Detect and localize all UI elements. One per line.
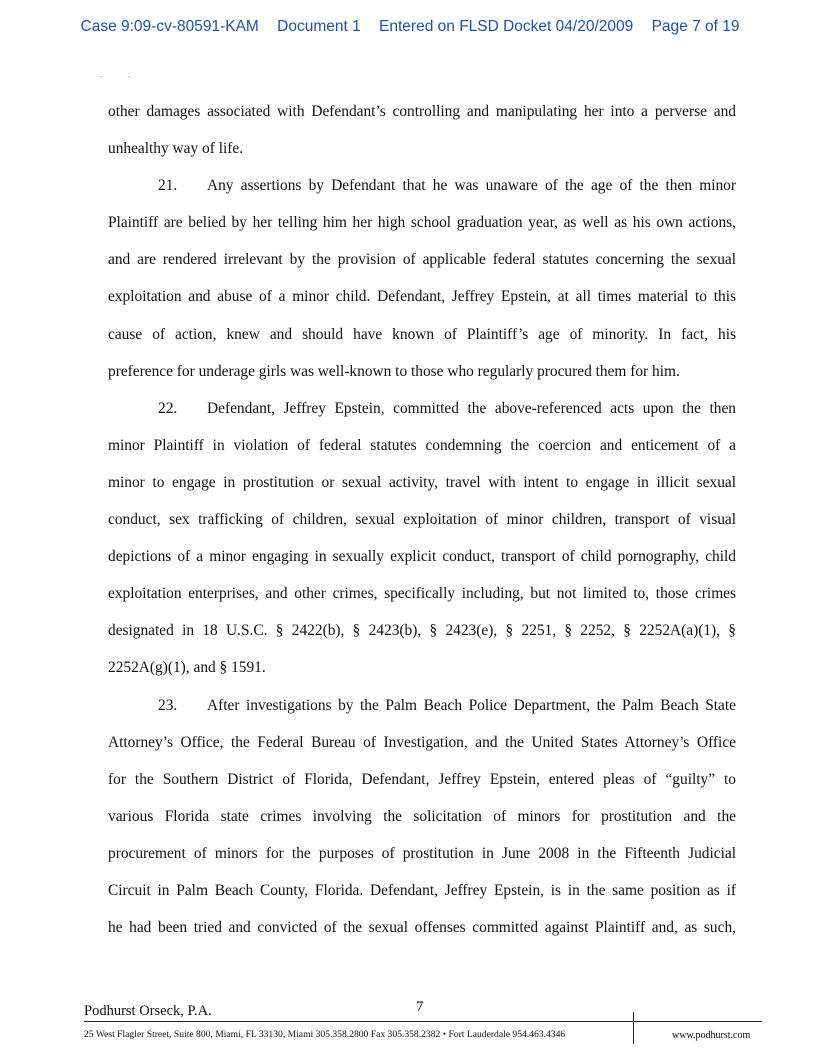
case-number: Case 9:09-cv-80591-KAM <box>80 18 259 35</box>
line-text: various Florida state crimes involving the solicitation of minors for prostitution and the <box>108 807 736 825</box>
body-text <box>108 93 736 946</box>
body-line <box>108 241 736 278</box>
footer-vertical-divider <box>633 1012 634 1044</box>
line-text: Defendant, Jeffrey Epstein, committed the above-referenced acts upon the then <box>207 399 736 417</box>
line-text: procurement of minors for the purposes of prostitution in June 2008 in the Fifteenth Judicial <box>108 844 736 862</box>
line-text: and are rendered irrelevant by the provision of applicable federal statutes concerning the sexual <box>108 251 736 269</box>
body-line <box>108 538 736 575</box>
page-number: 7 <box>416 999 424 1015</box>
firm-name: Podhurst Orseck, P.A. <box>84 1003 212 1019</box>
body-line <box>108 612 736 649</box>
body-line <box>108 316 736 353</box>
line-text: cause of action, knew and should have known of Plaintiff’s age of minority. In fact, his <box>108 325 736 343</box>
paragraph-number: 23. <box>158 696 178 714</box>
body-line <box>108 835 736 872</box>
line-text: exploitation and abuse of a minor child. Defendant, Jeffrey Epstein, at all times material to this <box>108 288 736 306</box>
body-line <box>108 278 736 315</box>
body-line <box>108 649 736 686</box>
document-number: Document 1 <box>277 18 361 35</box>
line-text: Circuit in Palm Beach County, Florida. Defendant, Jeffrey Epstein, is in the same position as if <box>108 881 736 899</box>
body-line <box>108 464 736 501</box>
body-line <box>108 798 736 835</box>
line-text: minor to engage in prostitution or sexual activity, travel with intent to engage in illicit sexual <box>108 473 736 491</box>
body-line <box>108 724 736 761</box>
body-line <box>108 130 736 167</box>
firm-address: 25 West Flagler Street, Suite 800, Miami, FL 33130, Miami 305.358.2800 Fax 305.358.2382 • Fort Lauderdale 954.463.4346 <box>84 1029 566 1040</box>
line-text: Any assertions by Defendant that he was unaware of the age of the then minor <box>207 177 736 195</box>
body-line <box>108 909 736 946</box>
line-text: 2252A(g)(1), and § 1591. <box>108 659 266 677</box>
paragraph-number: 22. <box>158 399 178 417</box>
body-line <box>108 872 736 909</box>
line-text: Attorney’s Office, the Federal Bureau of Investigation, and the United States Attorney’s Office <box>108 733 736 751</box>
paragraph-start-line <box>108 390 736 427</box>
body-line <box>108 353 736 390</box>
line-text: he had been tried and convicted of the sexual offenses committed against Plaintiff and, as such, <box>108 919 736 937</box>
firm-website: www.podhurst.com <box>672 1030 751 1041</box>
line-text: other damages associated with Defendant’s controlling and manipulating her into a perverse and <box>108 103 736 120</box>
line-text: designated in 18 U.S.C. § 2422(b), § 2423(b), § 2423(e), § 2251, § 2252, § 2252A(a)(1), § <box>108 622 736 640</box>
docket-header <box>0 18 820 36</box>
line-text: depictions of a minor engaging in sexually explicit conduct, transport of child pornography, child <box>108 548 736 566</box>
docket-entry-date: Entered on FLSD Docket 04/20/2009 <box>379 18 634 35</box>
line-text: preference for underage girls was well-known to those who regularly procured them for him. <box>108 362 680 380</box>
body-line <box>108 761 736 798</box>
line-text: After investigations by the Palm Beach Police Department, the Palm Beach State <box>207 696 736 714</box>
body-line <box>108 501 736 538</box>
page-count: Page 7 of 19 <box>651 18 740 35</box>
footer-divider <box>84 1021 762 1022</box>
paragraph-start-line <box>108 167 736 204</box>
body-line <box>108 204 736 241</box>
line-text: minor Plaintiff in violation of federal statutes condemning the coercion and enticement of a <box>108 436 736 454</box>
paragraph-start-line <box>108 687 736 724</box>
line-text: exploitation enterprises, and other crimes, specifically including, but not limited to, those crimes <box>108 585 736 603</box>
line-text: unhealthy way of life. <box>108 140 244 158</box>
line-text: Plaintiff are belied by her telling him her high school graduation year, as well as his own actions, <box>108 214 736 232</box>
scan-specks: . . <box>100 70 142 79</box>
paragraph-number: 21. <box>158 177 178 195</box>
line-text: conduct, sex trafficking of children, sexual exploitation of minor children, transport of visual <box>108 511 736 529</box>
body-line <box>108 427 736 464</box>
body-line <box>108 93 736 130</box>
line-text: for the Southern District of Florida, Defendant, Jeffrey Epstein, entered pleas of “guilty” to <box>108 770 736 788</box>
body-line <box>108 575 736 612</box>
